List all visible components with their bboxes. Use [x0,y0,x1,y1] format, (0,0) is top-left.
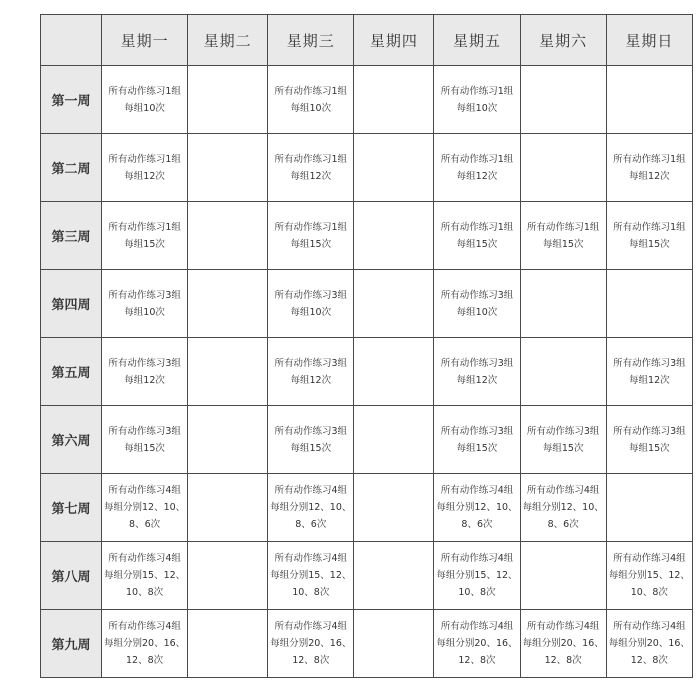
cell-text-line: 所有动作练习4组 [440,621,514,632]
week-label: 第八周 [41,542,102,610]
cell-text-line: 每组15次 [456,442,498,454]
cell-text-line: 所有动作练习3组 [274,357,348,369]
cell-text-line: 每组分别20、16、 [270,638,352,649]
cell-text-line: 所有动作练习1组 [440,85,514,97]
cell-text-line: 所有动作练习3组 [274,289,348,301]
cell-text-line: 所有动作练习4组 [274,485,348,496]
cell-text-line: 每组15次 [290,238,332,250]
cell-text-line: 所有动作练习3组 [526,425,600,437]
week-label: 第五周 [41,338,102,406]
cell-text-line: 所有动作练习1组 [108,85,181,97]
cell-text-line: 所有动作练习4组 [108,553,181,564]
cell-text-line: 所有动作练习1组 [440,221,514,233]
week-row [41,134,693,202]
schedule-cell [606,338,692,406]
cell-text-line: 所有动作练习3组 [613,357,686,369]
cell-text-line: 每组12次 [456,374,498,386]
cell-text-line: 每组12次 [629,170,670,182]
cell-text-line: 每组12次 [629,374,670,386]
table-body [41,66,693,678]
empty-cell [188,542,268,610]
cell-text-line: 每组15次 [124,238,165,250]
day-header: 星期二 [188,15,268,66]
cell-text-line: 所有动作练习3组 [440,357,514,369]
empty-cell [188,474,268,542]
empty-cell [354,542,434,610]
empty-cell [188,406,268,474]
day-header: 星期三 [268,15,354,66]
schedule-cell [268,202,354,270]
cell-text-line: 每组15次 [542,238,584,250]
cell-text-line: 每组10次 [456,306,498,318]
schedule-cell [606,542,692,610]
empty-cell [354,338,434,406]
cell-text-line: 所有动作练习1组 [526,221,600,233]
cell-text-line: 所有动作练习4组 [274,621,348,632]
cell-text-line: 每组10次 [124,306,165,318]
schedule-cell [102,338,188,406]
day-header: 星期日 [606,15,692,66]
schedule-cell [606,202,692,270]
day-header: 星期五 [434,15,520,66]
cell-text-line: 每组10次 [456,102,498,114]
cell-text-line: 所有动作练习3组 [440,425,514,437]
cell-text-line: 12、8次 [630,655,668,666]
week-label: 第二周 [41,134,102,202]
cell-text-line: 所有动作练习4组 [613,621,686,632]
schedule-cell [268,610,354,678]
schedule-cell [268,338,354,406]
empty-cell [354,134,434,202]
week-row [41,270,693,338]
cell-text-line: 每组分别20、16、 [608,638,690,649]
cell-text-line: 每组15次 [124,442,165,454]
week-row [41,338,693,406]
cell-text-line: 每组10次 [124,102,165,114]
empty-cell [606,474,692,542]
cell-text-line: 每组10次 [290,102,332,114]
schedule-cell [606,610,692,678]
cell-text-line: 所有动作练习1组 [613,153,686,165]
cell-text-line: 10、8次 [630,587,668,598]
empty-cell [354,66,434,134]
schedule-cell [268,406,354,474]
week-label: 第六周 [41,406,102,474]
cell-text-line: 10、8次 [458,587,496,598]
empty-cell [354,270,434,338]
empty-cell [354,474,434,542]
empty-cell [606,270,692,338]
cell-text-line: 所有动作练习3组 [108,357,181,369]
cell-text-line: 每组12次 [456,170,498,182]
empty-cell [520,542,606,610]
cell-text-line: 每组分别15、12、 [104,570,186,581]
empty-cell [188,610,268,678]
cell-text-line: 所有动作练习3组 [108,425,181,437]
cell-text-line: 所有动作练习4组 [613,553,686,564]
cell-text-line: 所有动作练习4组 [526,485,600,496]
cell-text-line: 每组分别20、16、 [104,638,186,649]
cell-text-line: 所有动作练习1组 [274,153,348,165]
empty-cell [606,66,692,134]
schedule-cell [268,270,354,338]
day-header: 星期一 [102,15,188,66]
empty-cell [188,338,268,406]
cell-text-line: 每组分别15、12、 [608,570,690,581]
header-row [41,15,693,66]
week-label: 第三周 [41,202,102,270]
empty-cell [188,270,268,338]
empty-cell [188,202,268,270]
cell-text-line: 8、6次 [129,519,161,530]
schedule-cell [102,406,188,474]
day-header: 星期六 [520,15,606,66]
schedule-cell [520,406,606,474]
cell-text-line: 所有动作练习1组 [613,221,686,233]
cell-text-line: 每组分别12、10、 [270,502,352,513]
table-header [41,15,693,66]
schedule-cell [102,474,188,542]
cell-text-line: 每组15次 [629,442,670,454]
cell-text-line: 每组分别12、10、 [522,502,604,513]
cell-text-line: 每组10次 [290,306,332,318]
cell-text-line: 所有动作练习3组 [108,289,181,301]
empty-cell [354,406,434,474]
schedule-cell [102,270,188,338]
cell-text-line: 12、8次 [126,655,164,666]
cell-text-line: 每组15次 [542,442,584,454]
schedule-cell [434,406,520,474]
cell-text-line: 所有动作练习1组 [108,153,181,165]
cell-text-line: 每组分别15、12、 [270,570,352,581]
cell-text-line: 8、6次 [547,519,579,530]
week-row [41,202,693,270]
day-header: 星期四 [354,15,434,66]
cell-text-line: 每组12次 [290,374,332,386]
cell-text-line: 12、8次 [292,655,330,666]
week-row [41,66,693,134]
empty-cell [520,338,606,406]
schedule-cell [606,406,692,474]
cell-text-line: 每组12次 [290,170,332,182]
empty-cell [354,202,434,270]
week-row [41,474,693,542]
empty-cell [188,66,268,134]
empty-cell [354,610,434,678]
week-label: 第四周 [41,270,102,338]
schedule-cell [434,134,520,202]
cell-text-line: 每组分别15、12、 [436,570,518,581]
empty-cell [520,270,606,338]
week-label: 第七周 [41,474,102,542]
cell-text-line: 所有动作练习3组 [613,425,686,437]
cell-text-line: 每组12次 [124,374,165,386]
week-row [41,610,693,678]
cell-text-line: 每组分别12、10、 [104,502,186,513]
schedule-cell [520,202,606,270]
schedule-cell [434,66,520,134]
schedule-cell [434,542,520,610]
cell-text-line: 每组12次 [124,170,165,182]
schedule-cell [268,474,354,542]
corner-cell [41,15,102,66]
schedule-cell [434,474,520,542]
week-label: 第一周 [41,66,102,134]
schedule-cell [102,66,188,134]
schedule-cell [606,134,692,202]
cell-text-line: 12、8次 [544,655,582,666]
schedule-cell [434,610,520,678]
cell-text-line: 所有动作练习1组 [108,221,181,233]
cell-text-line: 所有动作练习3组 [274,425,348,437]
cell-text-line: 每组15次 [290,442,332,454]
cell-text-line: 8、6次 [295,519,327,530]
cell-text-line: 所有动作练习1组 [274,85,348,97]
schedule-cell [434,338,520,406]
cell-text-line: 10、8次 [292,587,330,598]
cell-text-line: 每组分别20、16、 [522,638,604,649]
week-row [41,406,693,474]
cell-text-line: 每组分别12、10、 [436,502,518,513]
schedule-cell [102,202,188,270]
cell-text-line: 每组分别20、16、 [436,638,518,649]
cell-text-line: 所有动作练习4组 [526,621,600,632]
schedule-cell [102,610,188,678]
cell-text-line: 8、6次 [461,519,493,530]
schedule-cell [434,202,520,270]
empty-cell [520,66,606,134]
schedule-cell [102,134,188,202]
cell-text-line: 所有动作练习4组 [108,621,181,632]
schedule-cell [520,610,606,678]
cell-text-line: 每组15次 [456,238,498,250]
cell-text-line: 所有动作练习4组 [440,553,514,564]
cell-text-line: 12、8次 [458,655,496,666]
week-row [41,542,693,610]
cell-text-line: 每组15次 [629,238,670,250]
schedule-cell [268,66,354,134]
cell-text-line: 所有动作练习4组 [274,553,348,564]
schedule-cell [102,542,188,610]
schedule-cell [268,134,354,202]
cell-text-line: 所有动作练习3组 [440,289,514,301]
cell-text-line: 所有动作练习1组 [274,221,348,233]
week-label: 第九周 [41,610,102,678]
cell-text-line: 10、8次 [126,587,164,598]
empty-cell [520,134,606,202]
schedule-cell [434,270,520,338]
cell-text-line: 所有动作练习4组 [440,485,514,496]
schedule-cell [268,542,354,610]
cell-text-line: 所有动作练习1组 [440,153,514,165]
training-schedule-table [40,14,693,678]
cell-text-line: 所有动作练习4组 [108,485,181,496]
empty-cell [188,134,268,202]
schedule-cell [520,474,606,542]
